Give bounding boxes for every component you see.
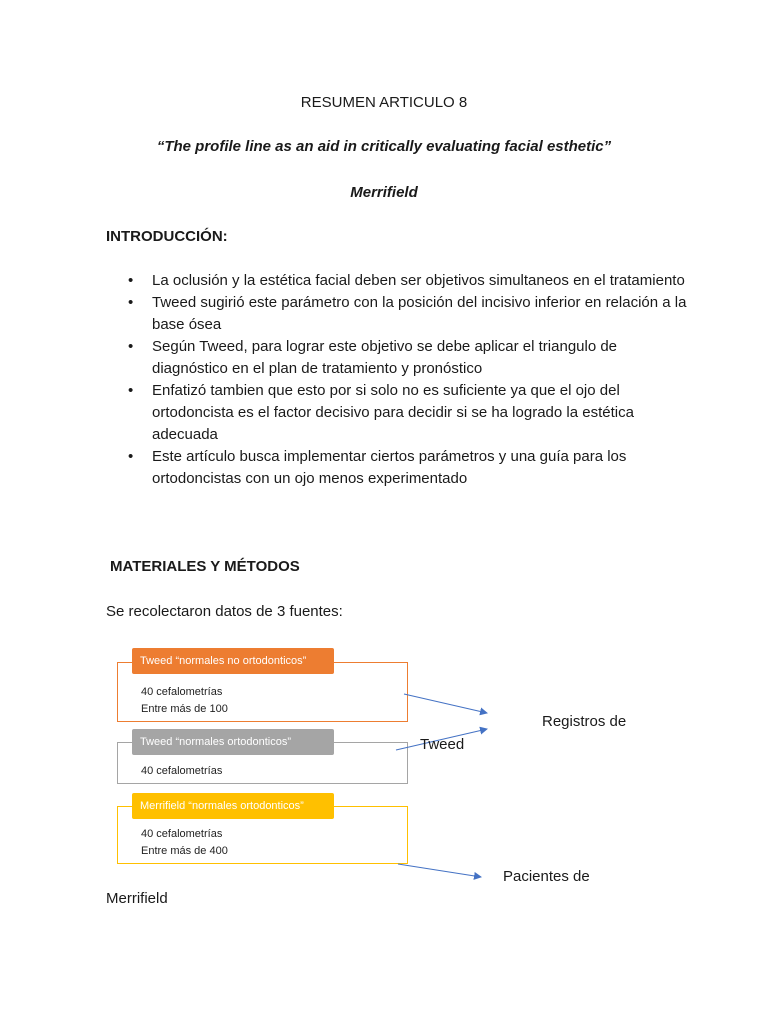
target-tweed-label: Tweed bbox=[420, 736, 465, 753]
source-count: 40 cefalometrías bbox=[141, 765, 223, 777]
source-count: 40 cefalometrías bbox=[141, 828, 223, 840]
target-registros-label: Registros de bbox=[542, 713, 627, 730]
author-name: Merrifield bbox=[350, 184, 418, 201]
bullet-item: • Tweed sugirió este parámetro con la posición del incisivo inferior en relación a la base ósea bbox=[128, 292, 688, 336]
bullet-item: • Enfatizó tambien que esto por si solo no es suficiente ya que el ojo del ortodoncista es el factor decisivo para decidir si se ha logrado la estética adecuada bbox=[128, 380, 688, 446]
source-label-tweed-no-orto: Tweed “normales no ortodonticos” bbox=[132, 648, 334, 674]
source-label-tweed-orto: Tweed “normales ortodonticos” bbox=[132, 729, 334, 755]
methods-intro-text: Se recolectaron datos de 3 fuentes: bbox=[106, 603, 343, 620]
target-pacientes-label: Pacientes de bbox=[503, 868, 590, 885]
arrow-line bbox=[404, 694, 487, 713]
bullet-item: • Según Tweed, para lograr este objetivo se debe aplicar el triangulo de diagnóstico en el plan de tratamiento y pronóstico bbox=[128, 336, 688, 380]
source-population: Entre más de 400 bbox=[141, 845, 228, 857]
source-population: Entre más de 100 bbox=[141, 703, 228, 715]
arrow-line bbox=[398, 864, 481, 877]
bullet-item: • Este artículo busca implementar ciertos parámetros y una guía para los ortodoncistas con un ojo menos experimentado bbox=[128, 446, 688, 490]
intro-heading: INTRODUCCIÓN: bbox=[106, 228, 228, 245]
bullet-item: • La oclusión y la estética facial deben ser objetivos simultaneos en el tratamiento bbox=[128, 270, 688, 292]
source-label-merrifield: Merrifield “normales ortodonticos” bbox=[132, 793, 334, 819]
target-merrifield-label: Merrifield bbox=[106, 890, 168, 907]
document-title: RESUMEN ARTICULO 8 bbox=[300, 94, 468, 111]
methods-heading: MATERIALES Y MÉTODOS bbox=[110, 558, 300, 575]
source-count: 40 cefalometrías bbox=[141, 686, 223, 698]
article-title: “The profile line as an aid in critically evaluating facial esthetic” bbox=[156, 138, 612, 155]
